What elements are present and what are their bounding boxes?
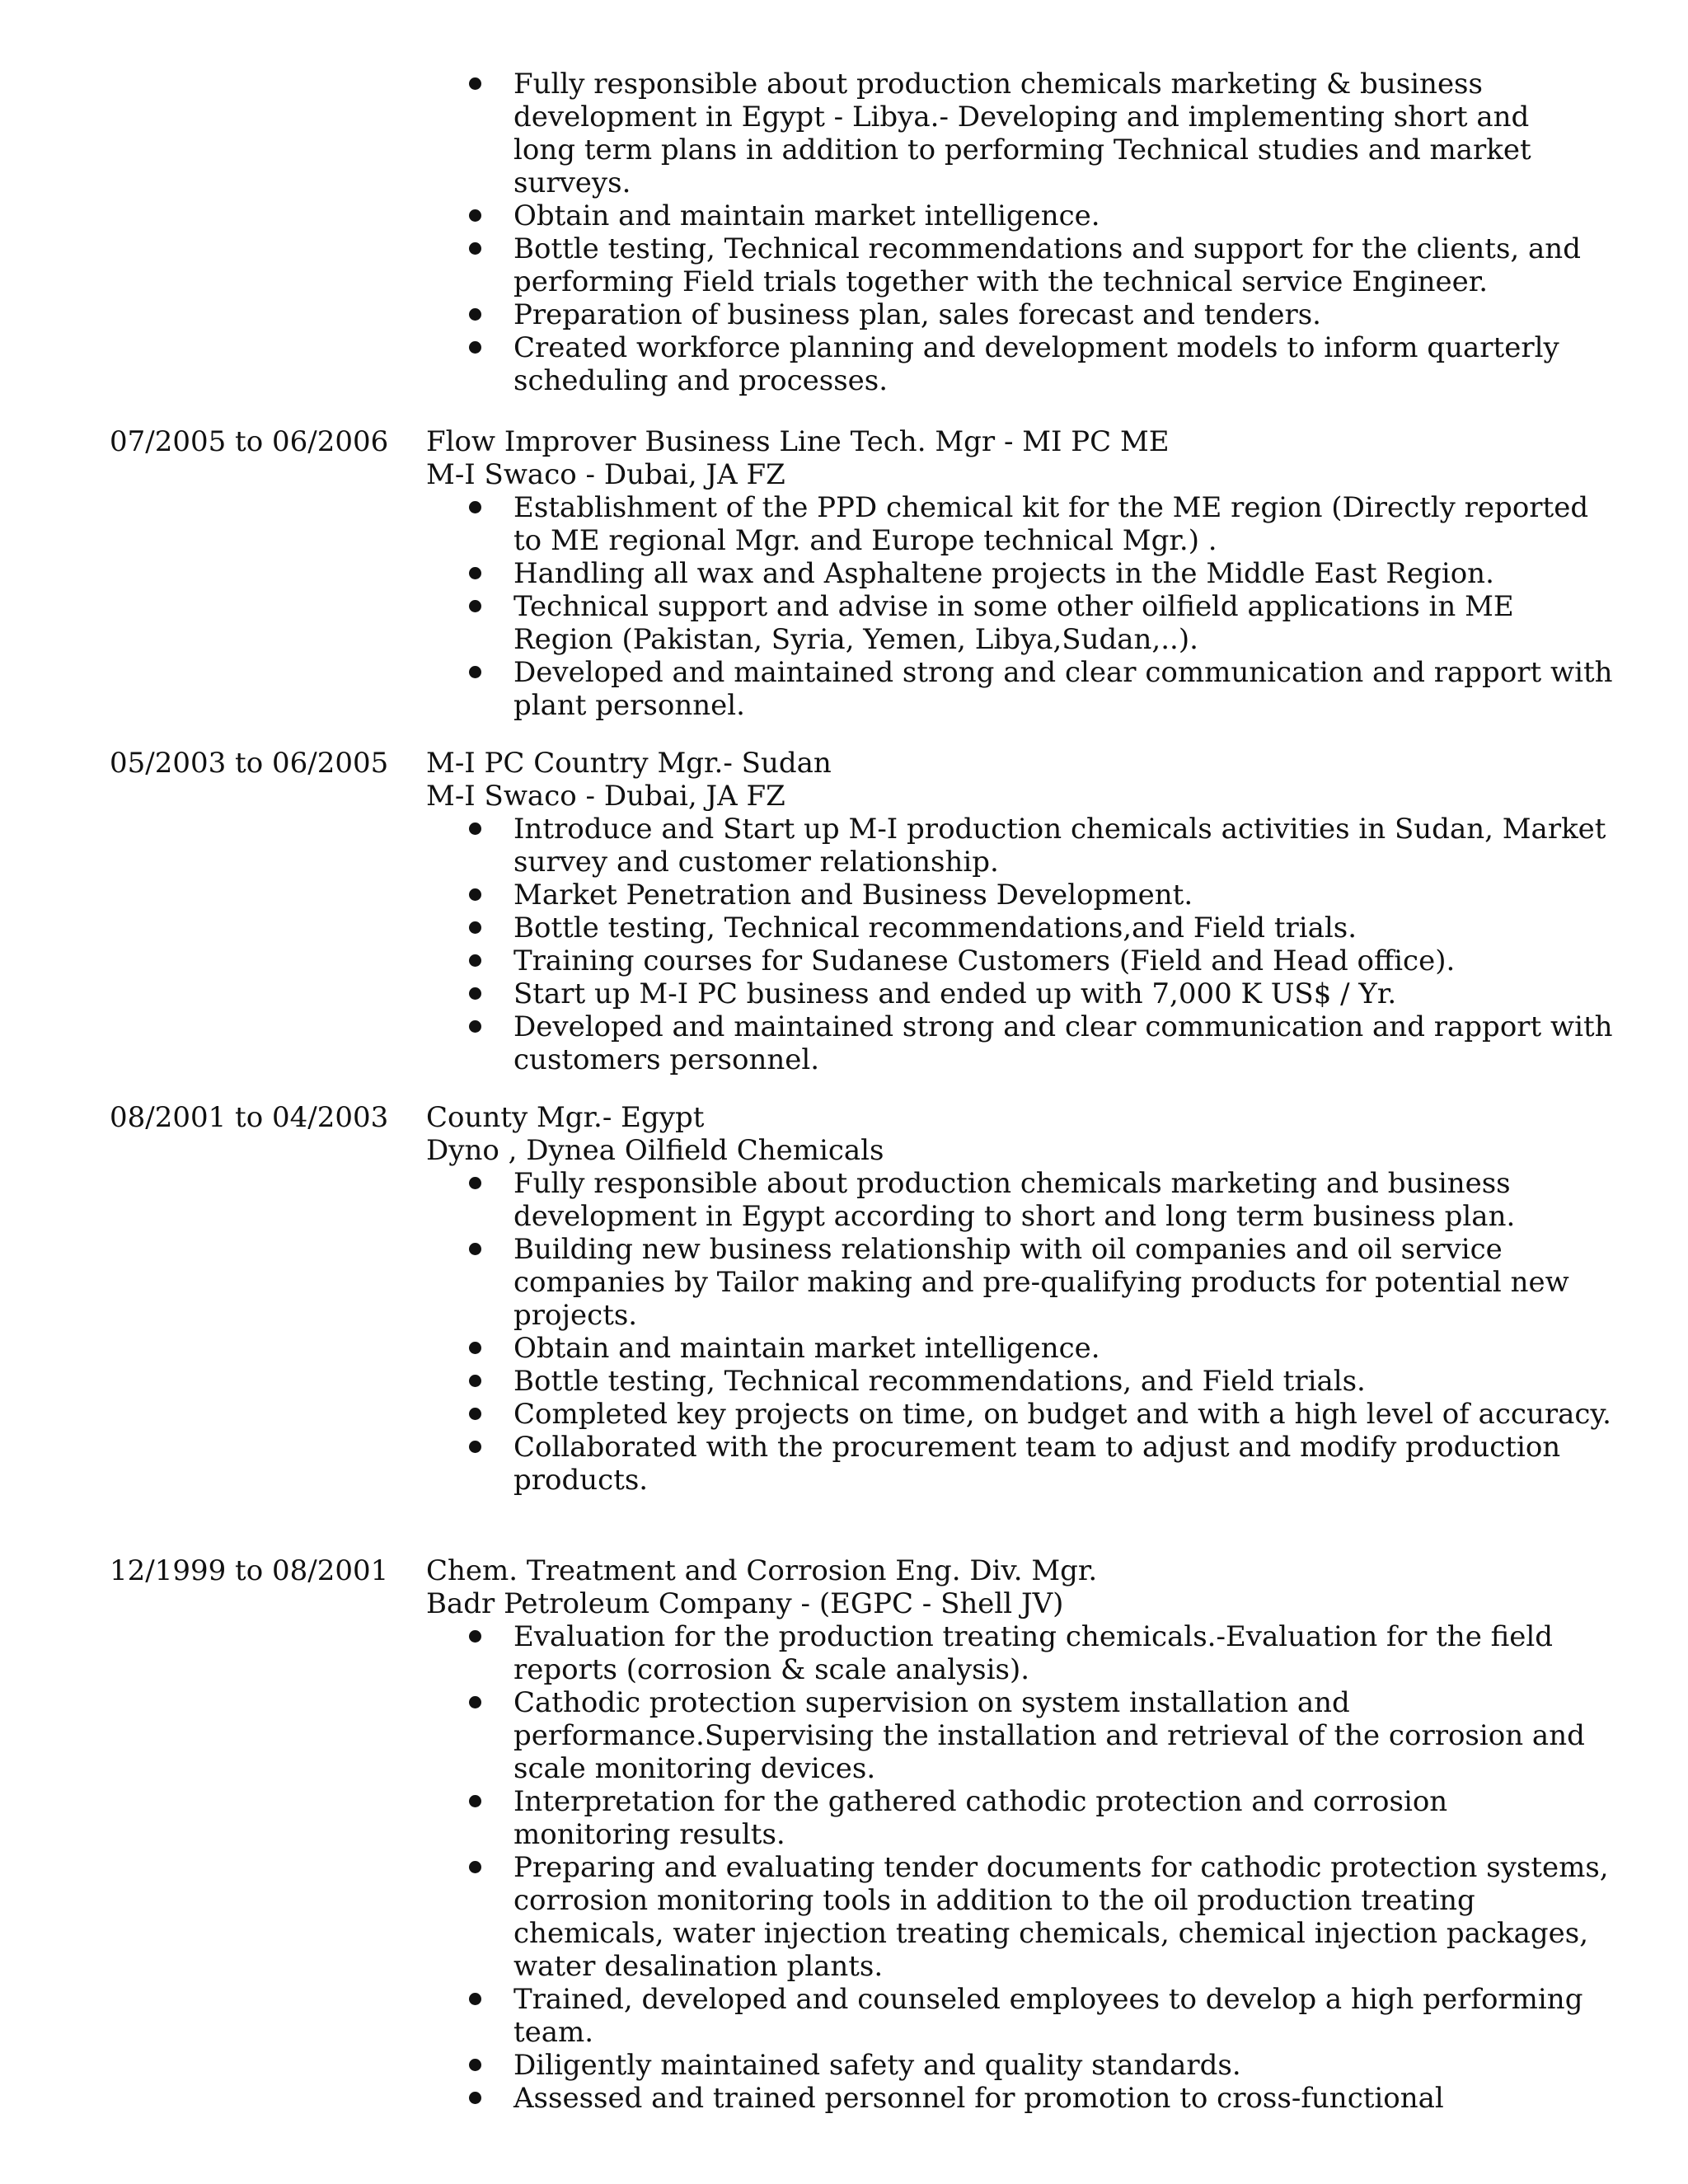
bullet-text: Market Penetration and Business Development. xyxy=(513,879,1193,912)
bullet-dot-icon xyxy=(469,77,481,90)
bullet-dot-icon xyxy=(469,1861,481,1873)
job-company: M-I Swaco - Dubai, JA FZ xyxy=(426,780,785,813)
bullet-dot-icon xyxy=(469,987,481,1000)
job-bullets xyxy=(426,1620,1629,2115)
bullet-text: Bottle testing, Technical recommendations and support for the clients, and performing Field trials together with the technical service Engineer. xyxy=(513,232,1581,298)
job-title: Flow Improver Business Line Tech. Mgr - MI PC ME xyxy=(426,425,1170,458)
bullet-text: Training courses for Sudanese Customers (Field and Head office). xyxy=(513,944,1456,977)
job-company: Dyno , Dynea Oilfield Chemicals xyxy=(426,1134,884,1167)
bullet-dot-icon xyxy=(469,341,481,354)
bullet-dot-icon xyxy=(469,2059,481,2071)
bullet-item xyxy=(513,2082,1629,2115)
bullet-text: Interpretation for the gathered cathodic protection and corrosion monitoring results. xyxy=(513,1785,1448,1851)
bullet-text: Preparation of business plan, sales forecast and tenders. xyxy=(513,298,1321,331)
bullet-text: Evaluation for the production treating chemicals.-Evaluation for the field reports (corrosion & scale analysis). xyxy=(513,1620,1554,1686)
bullet-item xyxy=(513,1851,1629,1983)
bullet-item xyxy=(513,68,1615,199)
bullet-dot-icon xyxy=(469,2092,481,2104)
bullet-item xyxy=(513,944,1629,977)
job-company: M-I Swaco - Dubai, JA FZ xyxy=(426,458,785,491)
bullet-item xyxy=(513,199,1615,232)
bullet-dot-icon xyxy=(469,888,481,901)
job-bullets xyxy=(426,491,1629,722)
bullet-dot-icon xyxy=(469,501,481,513)
bullet-text: Building new business relationship with oil companies and oil service companies by Tailor making and pre-qualifying products for potential new projects. xyxy=(513,1233,1569,1332)
job-details xyxy=(426,1554,1629,2115)
bullet-item xyxy=(513,1332,1629,1365)
bullet-text: Diligently maintained safety and quality standards. xyxy=(513,2049,1241,2082)
bullet-text: Developed and maintained strong and clear communication and rapport with plant personnel. xyxy=(513,656,1613,722)
previous-job-continuation xyxy=(462,68,1615,397)
bullet-dot-icon xyxy=(469,600,481,612)
bullet-item xyxy=(513,1983,1629,2049)
bullet-item xyxy=(513,491,1629,557)
bullet-dot-icon xyxy=(469,209,481,222)
bullet-text: Completed key projects on time, on budget and with a high level of accuracy. xyxy=(513,1398,1611,1431)
bullet-item xyxy=(513,656,1629,722)
job-bullets xyxy=(426,1167,1629,1497)
bullet-text: Start up M-I PC business and ended up with 7,000 K US$ / Yr. xyxy=(513,977,1397,1010)
bullet-text: Developed and maintained strong and clear communication and rapport with customers personnel. xyxy=(513,1010,1613,1076)
bullet-text: Trained, developed and counseled employees to develop a high performing team. xyxy=(513,1983,1583,2049)
bullet-text: Obtain and maintain market intelligence. xyxy=(513,1332,1100,1365)
bullet-dot-icon xyxy=(469,1795,481,1807)
bullet-dot-icon xyxy=(469,1993,481,2005)
bullet-dot-icon xyxy=(469,1020,481,1033)
bullet-item xyxy=(513,1431,1629,1497)
job-dates: 05/2003 to 06/2005 xyxy=(110,747,389,780)
bullet-item xyxy=(513,331,1615,397)
job-title: M-I PC Country Mgr.- Sudan xyxy=(426,747,832,780)
bullet-dot-icon xyxy=(469,1696,481,1708)
bullet-dot-icon xyxy=(469,823,481,835)
bullet-dot-icon xyxy=(469,308,481,321)
job-title: County Mgr.- Egypt xyxy=(426,1101,705,1134)
bullet-dot-icon xyxy=(469,1408,481,1420)
bullet-text: Collaborated with the procurement team to adjust and modify production products. xyxy=(513,1431,1561,1497)
bullet-item xyxy=(513,1398,1629,1431)
bullet-text: Introduce and Start up M-I production chemicals activities in Sudan, Market survey and customer relationship. xyxy=(513,813,1606,879)
bullet-item xyxy=(513,2049,1629,2082)
bullet-dot-icon xyxy=(469,1630,481,1643)
bullet-text: Fully responsible about production chemicals marketing and business development in Egypt according to short and long term business plan. xyxy=(513,1167,1516,1233)
bullet-dot-icon xyxy=(469,1342,481,1354)
bullet-item xyxy=(513,590,1629,656)
job-title: Chem. Treatment and Corrosion Eng. Div. Mgr. xyxy=(426,1554,1098,1587)
bullet-text: Cathodic protection supervision on system installation and performance.Supervising the installation and retrieval of the corrosion and scale monitoring devices. xyxy=(513,1686,1585,1785)
bullet-item xyxy=(513,813,1629,879)
bullet-text: Establishment of the PPD chemical kit for the ME region (Directly reported to ME regional Mgr. and Europe technical Mgr.) . xyxy=(513,491,1589,557)
bullet-text: Bottle testing, Technical recommendations,and Field trials. xyxy=(513,912,1357,944)
bullet-item xyxy=(513,977,1629,1010)
job-details xyxy=(426,747,1629,1076)
job-bullets xyxy=(426,813,1629,1076)
bullet-item xyxy=(513,298,1615,331)
bullet-item xyxy=(513,1167,1629,1233)
job-details xyxy=(426,425,1629,722)
job-details xyxy=(426,1101,1629,1497)
bullet-item xyxy=(513,1620,1629,1686)
bullet-dot-icon xyxy=(469,242,481,255)
bullet-dot-icon xyxy=(469,1375,481,1387)
job-dates: 07/2005 to 06/2006 xyxy=(110,425,389,458)
bullet-text: Handling all wax and Asphaltene projects in the Middle East Region. xyxy=(513,557,1494,590)
bullet-dot-icon xyxy=(469,954,481,967)
job-dates: 12/1999 to 08/2001 xyxy=(110,1554,389,1587)
bullet-item xyxy=(513,1233,1629,1332)
bullet-dot-icon xyxy=(469,1441,481,1453)
bullet-text: Preparing and evaluating tender documents for cathodic protection systems, corrosion monitoring tools in addition to the oil production treating chemicals, water injection treating chemicals, chemical injection packages, water desalination plants. xyxy=(513,1851,1609,1983)
bullet-item xyxy=(513,1785,1629,1851)
bullet-item xyxy=(513,912,1629,944)
bullet-text: Created workforce planning and development models to inform quarterly scheduling and processes. xyxy=(513,331,1559,397)
previous-job-bullets xyxy=(462,68,1615,397)
bullet-text: Fully responsible about production chemicals marketing & business development in Egypt - Libya.- Developing and implementing short and long term plans in addition to performing Technical studies and market surveys. xyxy=(513,68,1531,199)
bullet-item xyxy=(513,1686,1629,1785)
bullet-item xyxy=(513,1010,1629,1076)
bullet-dot-icon xyxy=(469,666,481,678)
bullet-item xyxy=(513,1365,1629,1398)
bullet-text: Technical support and advise in some other oilfield applications in ME Region (Pakistan, Syria, Yemen, Libya,Sudan,..). xyxy=(513,590,1514,656)
bullet-text: Obtain and maintain market intelligence. xyxy=(513,199,1100,232)
job-company: Badr Petroleum Company - (EGPC - Shell JV) xyxy=(426,1587,1064,1620)
bullet-dot-icon xyxy=(469,921,481,934)
bullet-text: Assessed and trained personnel for promotion to cross-functional xyxy=(513,2082,1444,2115)
bullet-item xyxy=(513,232,1615,298)
job-dates: 08/2001 to 04/2003 xyxy=(110,1101,389,1134)
bullet-dot-icon xyxy=(469,1177,481,1189)
bullet-dot-icon xyxy=(469,567,481,579)
bullet-text: Bottle testing, Technical recommendations, and Field trials. xyxy=(513,1365,1366,1398)
bullet-dot-icon xyxy=(469,1243,481,1255)
bullet-item xyxy=(513,879,1629,912)
bullet-item xyxy=(513,557,1629,590)
